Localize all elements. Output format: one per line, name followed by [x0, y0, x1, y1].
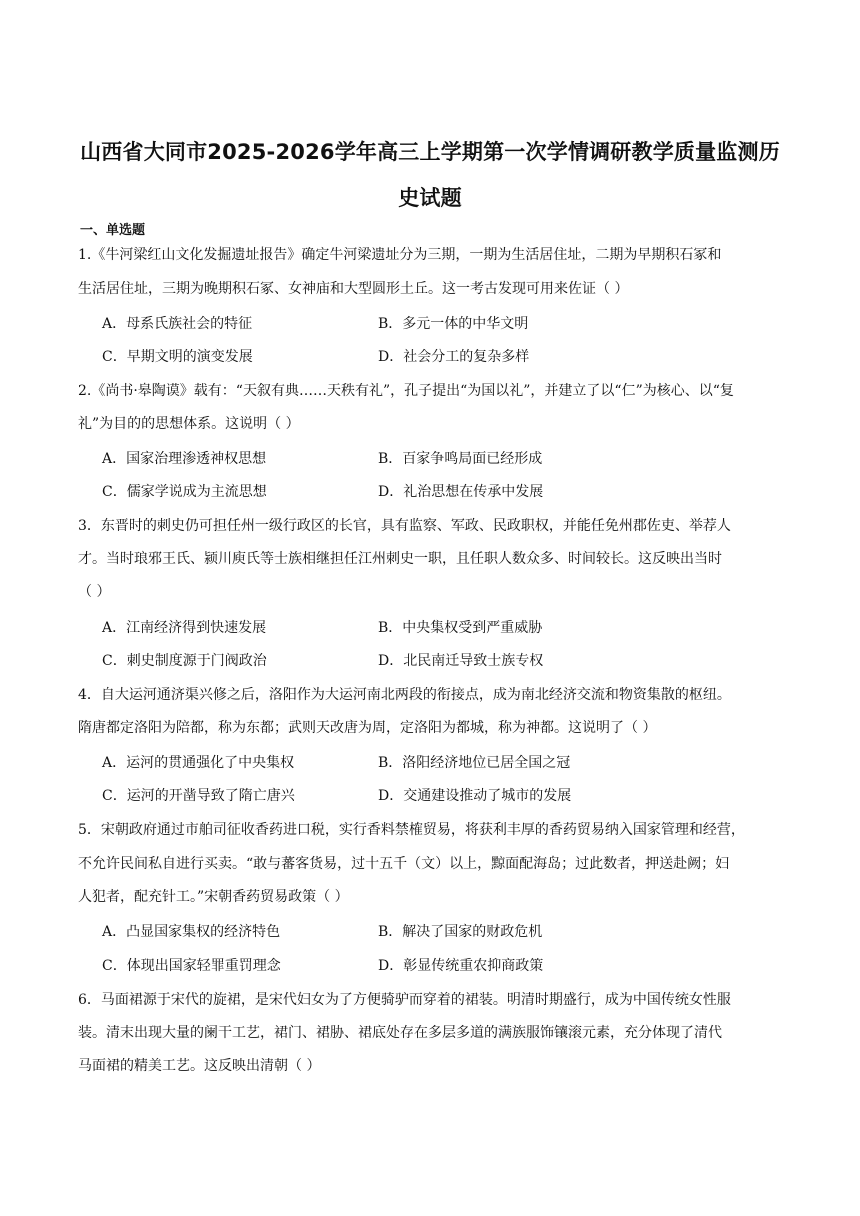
section-heading: 一、单选题: [80, 223, 146, 238]
question-4-option-d: D．交通建设推动了城市的发展: [378, 788, 572, 804]
question-3-option-b: B．中央集权受到严重威胁: [378, 620, 543, 636]
question-4-line-1: 4．自大运河通济渠兴修之后，洛阳作为大运河南北两段的衔接点，成为南北经济交流和物资集散的枢纽。: [78, 687, 731, 703]
question-2-option-b: B．百家争鸣局面已经形成: [378, 451, 543, 467]
question-1-option-a: A．母系氏族社会的特征: [102, 316, 253, 332]
question-2-line-2: 礼”为目的的思想体系。这说明（ ）: [78, 416, 300, 432]
question-5-option-a: A．凸显国家集权的经济特色: [102, 924, 281, 940]
question-5-line-2: 不允许民间私自进行买卖。“敢与蕃客货易，过十五千（文）以上，黥面配海岛；过此数者，押送赴阙；妇: [78, 856, 730, 872]
question-3-line-3: （ ）: [78, 584, 111, 600]
exam-title-line-2: 史试题: [398, 186, 462, 210]
exam-title-line-1: 山西省大同市2025-2026学年高三上学期第一次学情调研教学质量监测历: [80, 140, 780, 164]
question-3-line-2: 才。当时琅邪王氏、颍川庾氏等士族相继担任江州刺史一职，且任职人数众多、时间较长。这反映出当时: [78, 551, 722, 567]
question-5-option-d: D．彰显传统重农抑商政策: [378, 958, 544, 974]
question-1-line-1: 1.《牛河梁红山文化发掘遗址报告》确定牛河梁遗址分为三期，一期为生活居住址，二期为早期积石冢和: [78, 247, 722, 263]
question-1-option-b: B．多元一体的中华文明: [378, 316, 529, 332]
question-3-line-1: 3．东晋时的刺史仍可担任州一级行政区的长官，具有监察、军政、民政职权，并能任免州郡佐吏、举荐人: [78, 518, 731, 534]
question-2-line-1: 2.《尚书·皋陶谟》载有：“天叙有典……天秩有礼”，孔子提出“为国以礼”，并建立了以“仁”为核心、以“复: [78, 383, 734, 399]
question-6-line-1: 6．马面裙源于宋代的旋裙，是宋代妇女为了方便骑驴而穿着的裙装。明清时期盛行，成为中国传统女性服: [78, 992, 731, 1008]
question-4-option-b: B．洛阳经济地位已居全国之冠: [378, 755, 571, 771]
question-5-option-b: B．解决了国家的财政危机: [378, 924, 543, 940]
question-2-option-d: D．礼治思想在传承中发展: [378, 484, 544, 500]
question-2-option-c: C．儒家学说成为主流思想: [102, 484, 267, 500]
question-1-option-c: C．早期文明的演变发展: [102, 349, 253, 365]
question-3-option-c: C．刺史制度源于门阀政治: [102, 653, 267, 669]
question-6-line-3: 马面裙的精美工艺。这反映出清朝（ ）: [78, 1058, 321, 1074]
question-2-option-a: A．国家治理渗透神权思想: [102, 451, 267, 467]
question-1-line-2: 生活居住址，三期为晚期积石冢、女神庙和大型圆形土丘。这一考古发现可用来佐证（ ）: [78, 281, 629, 297]
question-3-option-a: A．江南经济得到快速发展: [102, 620, 267, 636]
question-4-line-2: 隋唐都定洛阳为陪都，称为东都；武则天改唐为周，定洛阳为都城，称为神都。这说明了（ ）: [78, 720, 657, 736]
question-4-option-c: C．运河的开凿导致了隋亡唐兴: [102, 788, 295, 804]
question-1-option-d: D．社会分工的复杂多样: [378, 349, 530, 365]
question-3-option-d: D．北民南迁导致士族专权: [378, 653, 544, 669]
question-6-line-2: 装。清末出现大量的阑干工艺，裙门、裙胁、裙底处存在多层多道的满族服饰镶滚元素，充分体现了清代: [78, 1025, 722, 1041]
question-5-option-c: C．体现出国家轻罪重罚理念: [102, 958, 281, 974]
question-5-line-1: 5．宋朝政府通过市舶司征收香药进口税，实行香料禁榷贸易，将获利丰厚的香药贸易纳入国家管理和经营，: [78, 822, 745, 838]
question-5-line-3: 人犯者，配充针工。”宋朝香药贸易政策（ ）: [78, 889, 349, 905]
question-4-option-a: A．运河的贯通强化了中央集权: [102, 755, 295, 771]
